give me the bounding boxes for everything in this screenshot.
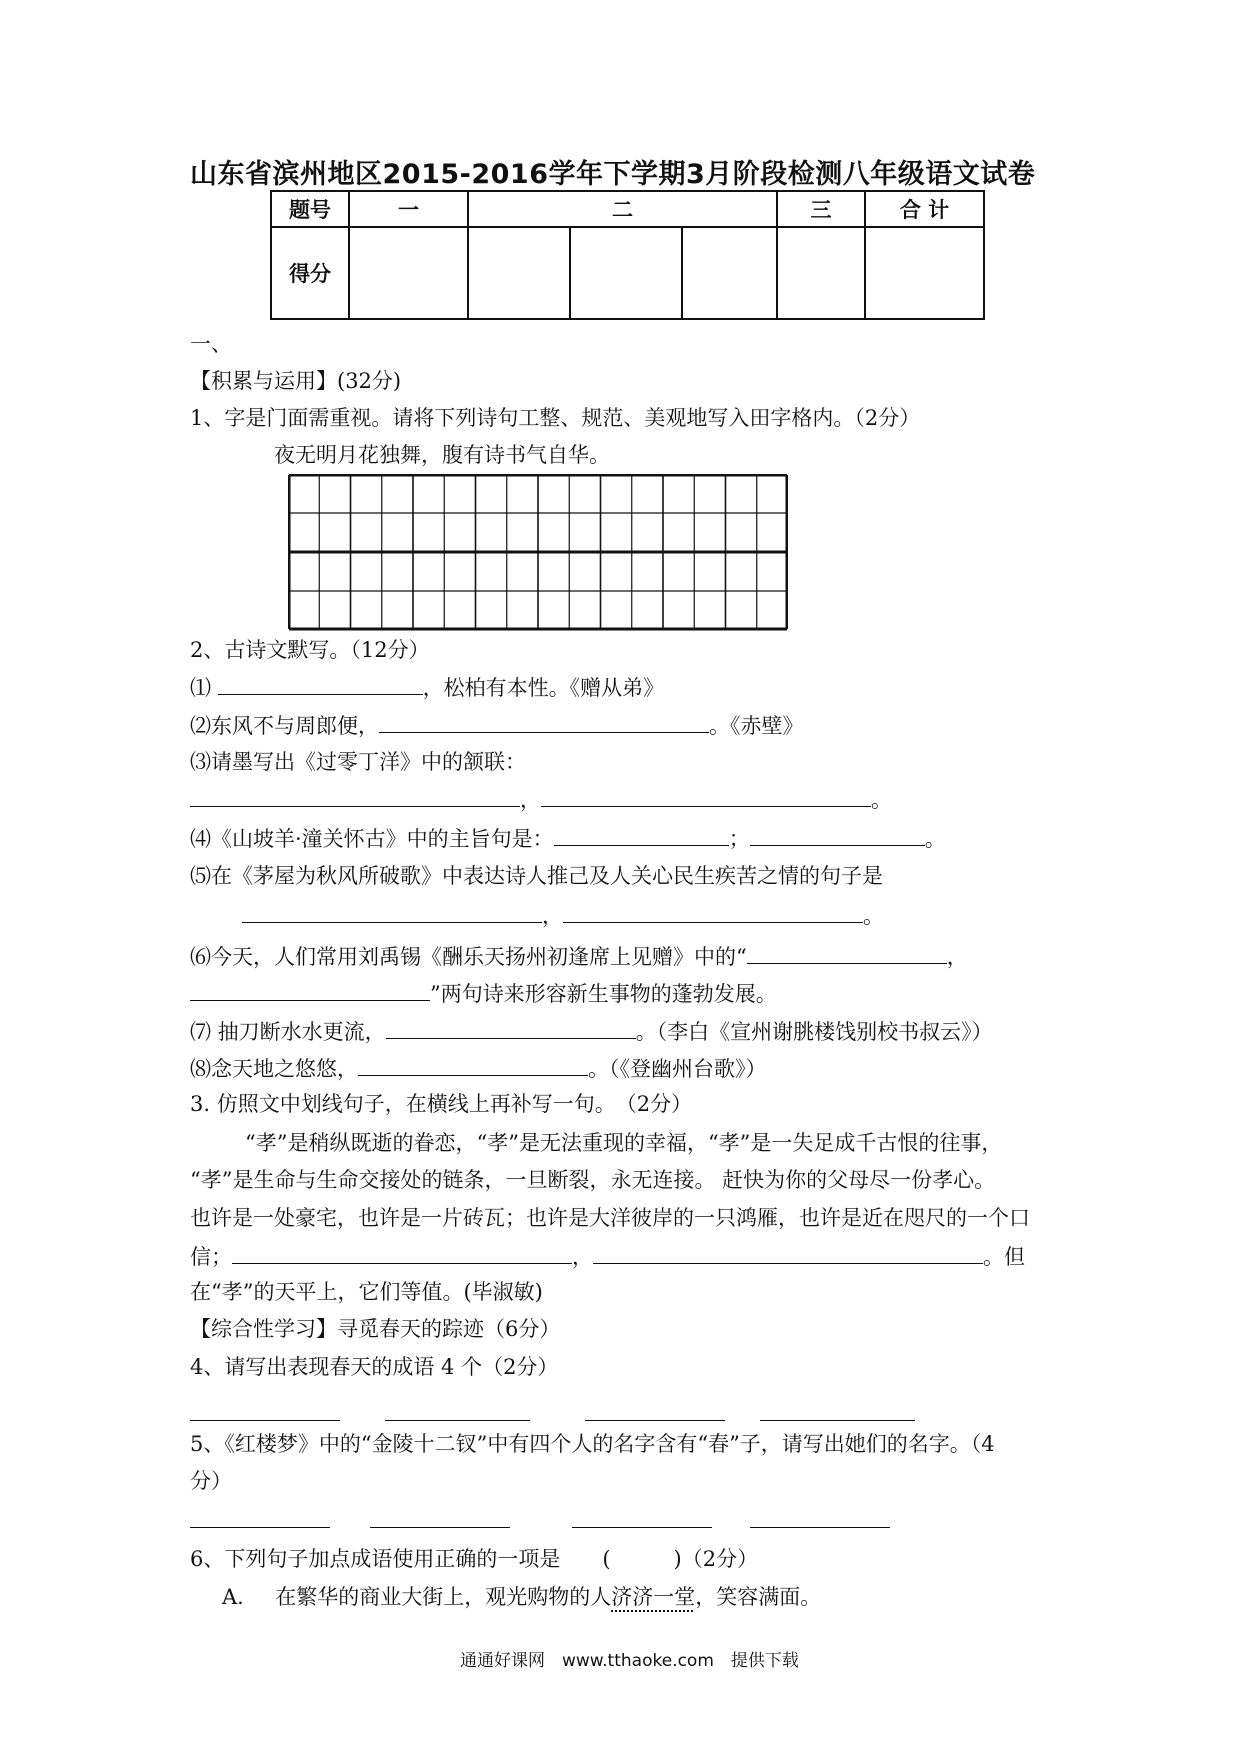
section1-heading: 【积累与运用】(32分) [190,369,402,393]
q2-text: 2、古诗文默写。（12分） [190,638,430,662]
q2-item-6-pre: ⑹今天，人们常用刘禹锡《酬乐天扬州初逢席上见赠》中的“ [190,945,747,969]
score-header-section3: 三 [777,191,865,227]
q3-para-4-mid: ， [572,1245,593,1269]
score-header-section2: 二 [468,191,777,227]
q2-item-1 [190,672,664,702]
answer-blank[interactable] [541,784,871,807]
score-cell[interactable] [865,227,984,319]
q2-item-5-answer [242,900,884,930]
q4-answer-row [190,1398,940,1418]
answer-blank[interactable] [585,1398,725,1421]
q2-period: 。 [871,788,892,812]
score-table [270,190,985,320]
q2-period: 。 [863,904,884,928]
q4-text: 4、请写出表现春天的成语 4 个（2分） [190,1355,559,1379]
answer-blank[interactable] [190,1505,330,1528]
q2-item-3-answer [190,784,892,814]
q2-item-8 [190,1053,767,1083]
exam-title: 山东省滨州地区2015-2016学年下学期3月阶段检测八年级语文试卷 [190,159,1036,190]
answer-blank[interactable] [379,710,709,733]
q2-item-6b [190,978,777,1008]
q6-option-a-dotted-idiom: 济济一堂 [611,1585,696,1609]
answer-blank[interactable] [593,1241,983,1264]
q3-para-4-post: 。但 [983,1245,1025,1269]
q2-item-7-post: 。（李白《宣州谢朓楼饯别校书叔云》） [635,1020,993,1044]
section1-marker: 一、 [190,332,232,356]
q2-item-1-pre: ⑴ [190,676,211,700]
q2-item-5: ⑸在《茅屋为秋风所破歌》中表达诗人推己及人关心民生疾苦之情的句子是 [190,864,883,888]
q2-item-2 [190,710,804,740]
answer-blank[interactable] [747,941,947,964]
answer-blank[interactable] [563,900,863,923]
section2-heading: 【综合性学习】寻觅春天的踪迹（6分） [190,1317,561,1341]
q6-option-a-label: A. [222,1585,244,1609]
q2-item-6 [190,941,968,971]
score-cell[interactable] [349,227,468,319]
q2-item-6b-post: ”两句诗来形容新生事物的蓬勃发展。 [430,982,777,1006]
answer-blank[interactable] [232,1241,572,1264]
q2-item-4-pre: ⑷《山坡羊·潼关怀古》中的主旨句是： [190,827,554,851]
answer-blank[interactable] [190,784,520,807]
answer-blank[interactable] [370,1505,510,1528]
q6-option-a-pre: 在繁华的商业大街上，观光购物的人 [275,1585,612,1609]
q2-comma: ， [542,904,563,928]
q3-text: 3. 仿照文中划线句子，在横线上再补写一句。 （2分） [190,1092,693,1116]
q6-text: 6、下列句子加点成语使用正确的一项是 ( )（2分） [190,1547,759,1571]
q2-item-6-post: ， [946,945,968,969]
q3-para-3: 也许是一处豪宅，也许是一片砖瓦；也许是大洋彼岸的一只鸿雁，也许是近在咫尺的一个口 [190,1206,1030,1230]
score-row-label: 得分 [271,227,349,319]
q3-para-5: 在“孝”的天平上，它们等值。(毕淑敏) [190,1280,543,1304]
q2-item-3: ⑶请墨写出《过零丁洋》中的颔联： [190,750,526,774]
answer-blank[interactable] [572,1505,712,1528]
score-cell[interactable] [777,227,865,319]
answer-blank[interactable] [554,823,729,846]
answer-blank[interactable] [750,1505,890,1528]
score-cell[interactable] [468,227,570,319]
q3-para-4 [190,1241,1025,1271]
score-cell[interactable] [682,227,777,319]
q2-item-1-post: ，松柏有本性。《赠从弟》 [422,676,665,700]
q3-para-1: “孝”是稍纵既逝的眷恋，“孝”是无法重现的幸福，“孝”是一失足成千古恨的往事， [245,1131,1003,1155]
answer-blank[interactable] [190,978,430,1001]
score-header-total: 合 计 [865,191,984,227]
q2-item-8-post: 。（《登幽州台歌》） [588,1057,767,1081]
answer-blank[interactable] [760,1398,915,1421]
q3-para-2: “孝”是生命与生命交接处的链条，一旦断裂，永无连接。 赶快为你的父母尽一份孝心。 [190,1168,996,1192]
q5-text-1: 5、《红楼梦》中的“金陵十二钗”中有四个人的名字含有“春”子，请写出她们的名字。（4 [190,1432,995,1456]
answer-blank[interactable] [750,823,925,846]
q1-text: 1、字是门面需重视。请将下列诗句工整、规范、美观地写入田字格内。（2分） [190,406,921,430]
q5-text-2: 分） [190,1469,232,1493]
q2-item-2-pre: ⑵东风不与周郎便， [190,714,379,738]
q2-item-4 [190,823,946,853]
score-cell[interactable] [570,227,682,319]
q2-item-2-post: 。《赤壁》 [709,714,804,738]
answer-blank[interactable] [385,1398,530,1421]
q2-item-4-post: 。 [924,827,946,851]
answer-blank[interactable] [358,1053,588,1076]
q3-para-4-pre: 信； [190,1245,232,1269]
q1-poem: 夜无明月花独舞，腹有诗书气自华。 [274,443,610,467]
q2-comma: ， [520,788,541,812]
answer-blank[interactable] [386,1016,636,1039]
writing-grid[interactable] [288,474,788,632]
q2-item-7-pre: ⑺ 抽刀断水水更流， [190,1020,386,1044]
q2-item-7 [190,1016,993,1046]
score-header-section1: 一 [349,191,468,227]
answer-blank[interactable] [190,1398,340,1421]
answer-blank[interactable] [218,672,423,695]
answer-blank[interactable] [242,900,542,923]
footer-source: 通通好课网 www.tthaoke.com 提供下载 [460,1651,799,1671]
q2-item-8-pre: ⑻念天地之悠悠， [190,1057,358,1081]
q6-option-a-post: ，笑容满面。 [695,1585,822,1609]
q6-option-a[interactable] [222,1583,821,1611]
score-header-label: 题号 [271,191,349,227]
q2-item-4-mid: ； [728,827,750,851]
q5-answer-row [190,1505,940,1525]
